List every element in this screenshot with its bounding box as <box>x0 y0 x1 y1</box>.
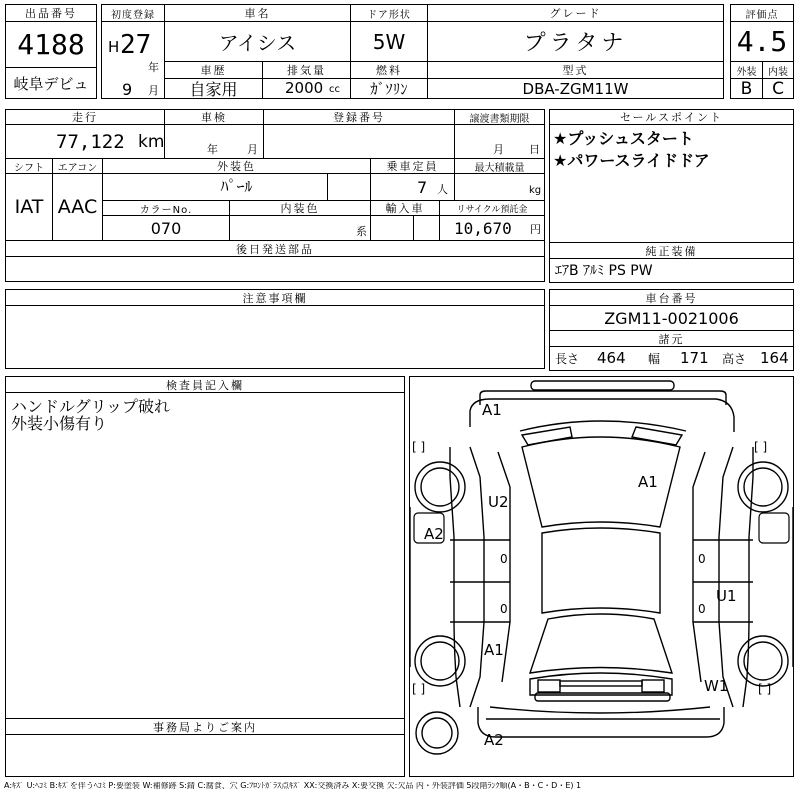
inspector-line-1: ハンドルグリップ破れ <box>11 397 171 416</box>
history-label: 車歴 <box>164 61 263 79</box>
car-outline <box>410 381 793 737</box>
height: 164 <box>760 349 789 367</box>
sales-point-2: ★パワースライドドア <box>553 151 710 170</box>
car-diagram <box>410 377 793 776</box>
length-label: 長さ <box>555 352 580 366</box>
capacity-label: 乗車定員 <box>370 158 455 174</box>
color-box <box>102 173 371 201</box>
transfer-day-unit: 日 <box>529 143 540 156</box>
notes-box <box>5 305 545 369</box>
model: DBA-ZGM11W <box>427 78 724 99</box>
int-color-unit: 系 <box>356 225 367 238</box>
capacity-box <box>370 173 455 201</box>
brackets <box>412 440 771 696</box>
grade-label: グレード <box>427 4 724 22</box>
import-box-2 <box>413 215 440 241</box>
bracket-left-top: [ ] <box>412 440 426 454</box>
equipment: ｴｱB ｱﾙﾐ PS PW <box>555 263 653 279</box>
mark-rear-bumper: A2 <box>484 731 504 749</box>
car-name-label: 車名 <box>164 4 351 22</box>
shift: IAT <box>5 173 53 241</box>
int-color-label: 内装色 <box>229 200 371 216</box>
load-box <box>454 173 545 201</box>
width-label: 幅 <box>648 352 661 366</box>
transfer-month-unit: 月 <box>493 143 504 156</box>
mark-left-rear: A1 <box>484 641 504 659</box>
zero-right-rear: 0 <box>698 602 706 616</box>
year-unit: 年 <box>148 61 159 74</box>
grade: プラタナ <box>427 21 724 62</box>
inspection-label: 車検 <box>164 109 264 125</box>
score-label: 評価点 <box>730 4 794 22</box>
color-no-label: カラーNo. <box>102 200 230 216</box>
lot-number-label: 出品番号 <box>5 4 97 22</box>
sales-point-label: セールスポイント <box>549 109 794 125</box>
reg-number-label: 登録番号 <box>263 109 455 125</box>
interior-label: 内装 <box>762 61 794 79</box>
mark-hood: A1 <box>638 473 658 491</box>
transfer-box <box>454 124 545 159</box>
inspection-box <box>164 124 264 159</box>
later-parts-box <box>5 256 545 282</box>
zero-left-front: 0 <box>500 552 508 566</box>
zero-marks <box>500 552 706 616</box>
car-name: アイシス <box>164 21 351 62</box>
damage-marks <box>424 401 737 749</box>
inspector-line-2: 外装小傷有り <box>11 414 108 433</box>
mileage-label: 走行 <box>5 109 165 125</box>
bracket-right-bottom: [ ] <box>758 682 772 696</box>
equipment-label: 純正装備 <box>549 242 794 259</box>
model-label: 型式 <box>427 61 724 79</box>
displacement: 2000 <box>285 79 324 97</box>
sales-point-box <box>549 124 794 243</box>
import-box-1 <box>370 215 414 241</box>
venue: 岐阜デビュ <box>5 67 97 99</box>
recycle-box <box>439 215 545 241</box>
displacement-label: 排気量 <box>262 61 351 79</box>
mark-right-door: U1 <box>716 587 737 605</box>
lot-number: 4188 <box>17 27 85 61</box>
inspector-box <box>5 392 405 719</box>
exterior-grade: B <box>730 78 763 99</box>
reg-month: 9 <box>122 80 133 99</box>
color: ﾊﾟｰﾙ <box>220 177 253 196</box>
month-unit: 月 <box>148 84 159 97</box>
history: 自家用 <box>164 78 263 99</box>
displacement-unit: cc <box>329 84 340 95</box>
mark-front-bumper: A1 <box>482 401 502 419</box>
reg-number-box <box>263 124 455 159</box>
mileage-box <box>5 124 165 159</box>
first-reg-box <box>101 21 165 99</box>
capacity: 7 <box>417 178 428 197</box>
dims-label: 諸元 <box>549 330 794 347</box>
exterior-label: 外装 <box>730 61 763 79</box>
load-label: 最大積載量 <box>454 158 545 174</box>
mileage: 77,122 <box>56 131 125 153</box>
int-color-box <box>229 215 371 241</box>
color-no: 070 <box>102 215 230 241</box>
office-box <box>5 734 405 777</box>
ac: AAC <box>52 173 103 241</box>
displacement-box <box>262 78 351 99</box>
office-label: 事務局よりご案内 <box>5 718 405 735</box>
mileage-unit: km <box>138 132 165 152</box>
width: 171 <box>680 349 709 367</box>
reg-year: 27 <box>120 30 152 60</box>
recycle-label: リサイクル預託金 <box>439 200 545 216</box>
score: 4.5 <box>730 21 794 62</box>
recycle-unit: 円 <box>530 223 541 236</box>
inspection-month-unit: 月 <box>247 143 258 156</box>
door: 5W <box>350 21 428 62</box>
import-label: 輸入車 <box>370 200 440 216</box>
shift-label: シフト <box>5 158 53 174</box>
chassis-number: ZGM11-0021006 <box>549 305 794 331</box>
later-parts-label: 後日発送部品 <box>5 240 545 257</box>
sales-point-1: ★プッシュスタート <box>553 129 694 148</box>
color-divider <box>327 174 328 200</box>
inspector-label: 検査員記入欄 <box>5 376 405 393</box>
lot-number-box <box>5 21 97 68</box>
length: 464 <box>597 349 626 367</box>
bracket-right-top: [ ] <box>754 440 768 454</box>
fuel: ｶﾞｿﾘﾝ <box>350 78 428 99</box>
mark-left-fender: U2 <box>488 493 509 511</box>
bracket-left-bottom: [ ] <box>412 682 426 696</box>
car-diagram-box <box>409 376 794 777</box>
capacity-unit: 人 <box>437 183 448 196</box>
first-reg-label: 初度登録 <box>101 4 165 22</box>
equipment-box <box>549 258 794 283</box>
color-label: 外装色 <box>102 158 371 174</box>
dims-box <box>549 346 794 371</box>
fuel-label: 燃料 <box>350 61 428 79</box>
chassis-label: 車台番号 <box>549 289 794 306</box>
load-unit: kg <box>529 185 542 196</box>
height-label: 高さ <box>722 352 747 366</box>
zero-left-rear: 0 <box>500 602 508 616</box>
ac-label: エアコン <box>52 158 103 174</box>
mark-left-mirror: A2 <box>424 525 444 543</box>
inspection-year-unit: 年 <box>207 143 218 156</box>
notes-label: 注意事項欄 <box>5 289 545 306</box>
mark-rear-right: W1 <box>704 677 729 695</box>
zero-right-front: 0 <box>698 552 706 566</box>
recycle-fee: 10,670 <box>454 219 512 238</box>
legend: A:ｷｽﾞ U:ﾍｺﾐ B:ｷｽﾞを伴うﾍｺﾐ P:要塗装 W:補修跡 S:錆 C:腐食、穴 G:ﾌﾛﾝﾄｶﾞﾗｽ点ｷｽﾞ XX:交換済み X:要交換 欠:欠品 内・外装評価 5段階ﾗﾝｸ順(A・B・C・D・E) 1 <box>4 782 582 790</box>
interior-grade: C <box>762 78 794 99</box>
transfer-label: 譲渡書類期限 <box>454 109 545 125</box>
era: H <box>108 38 120 56</box>
door-label: ドア形状 <box>350 4 428 22</box>
